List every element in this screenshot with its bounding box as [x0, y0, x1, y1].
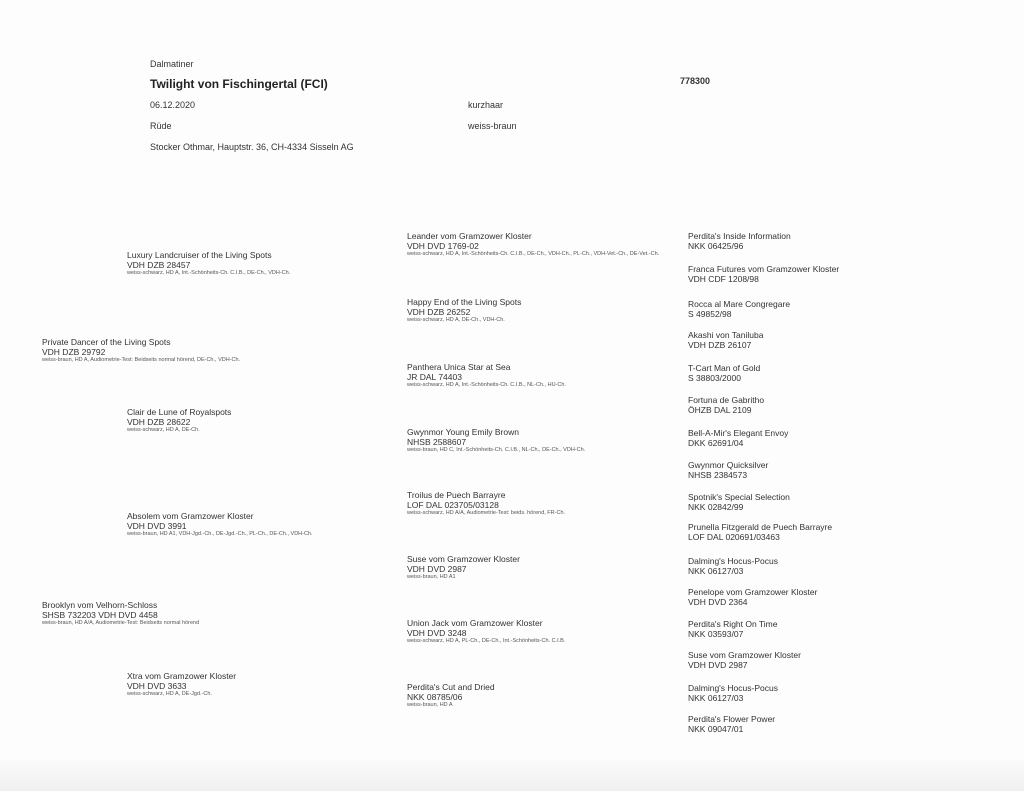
birth-date: 06.12.2020 [150, 100, 196, 110]
dog-description: weiss-schwarz, HD A, Int.-Schönheits-Ch. C.I.B., DE-Ch., VDH-Ch., PL-Ch., VDH-Vet.-Ch., DE-Vet.-Ch. [407, 251, 660, 257]
dog-registration: VDH DZB 28457 [127, 260, 191, 270]
dog-registration: JR DAL 74403 [407, 372, 462, 382]
dog-name: Panthera Unica Star at Sea [407, 362, 511, 372]
pedigree-entry-gg-grandparent [688, 619, 778, 639]
pedigree-entry-great-grandparent [407, 554, 672, 581]
pedigree-entry-gg-grandparent [688, 556, 778, 576]
dog-name: Perdita's Cut and Dried [407, 682, 495, 692]
dog-name: Suse vom Gramzower Kloster [688, 650, 801, 660]
dog-registration: LOF DAL 020691/03463 [688, 532, 780, 542]
dog-name: Dalming's Hocus-Pocus [688, 556, 778, 566]
dog-name: Union Jack vom Gramzower Kloster [407, 618, 543, 628]
dog-description: weiss-schwarz, HD A, Int.-Schönheits-Ch. C.I.B., DE-Ch., VDH-Ch. [127, 270, 291, 276]
dog-name: Penelope vom Gramzower Kloster [688, 587, 818, 597]
dog-name: Xtra vom Gramzower Kloster [127, 671, 237, 681]
dog-registration: VDH DVD 2364 [688, 597, 748, 607]
dog-registration: VDH DZB 26107 [688, 340, 752, 350]
dog-registration: VDH DVD 2987 [407, 564, 467, 574]
dog-registration: NKK 02842/99 [688, 502, 744, 512]
coat-type: kurzhaar [468, 100, 504, 110]
dog-name: Fortuna de Gabritho [688, 395, 765, 405]
pedigree-entry-grandparent [127, 511, 313, 538]
dog-name: Clair de Lune of Royalspots [127, 407, 232, 417]
pedigree-entry-gg-grandparent [688, 363, 760, 383]
dog-description: weiss-schwarz, HD A, DE-Ch., VDH-Ch. [407, 317, 505, 323]
dog-registration: LOF DAL 023705/03128 [407, 500, 499, 510]
dog-registration: VDH DZB 28622 [127, 417, 191, 427]
dog-name: Private Dancer of the Living Spots [42, 337, 171, 347]
dog-name: T-Cart Man of Gold [688, 363, 761, 373]
dog-name: Rocca al Mare Congregare [688, 299, 791, 309]
pedigree-entry-gg-grandparent [688, 299, 790, 319]
dog-registration: NKK 09047/01 [688, 724, 744, 734]
dog-description: weiss-braun, HD C, Int.-Schönheits-Ch. C.I.B., NL-Ch., DE-Ch., VDH-Ch. [407, 447, 586, 453]
dog-name: Suse vom Gramzower Kloster [407, 554, 520, 564]
dog-description: weiss-braun, HD A1 [407, 574, 456, 580]
dog-registration: VDH DVD 2987 [688, 660, 748, 670]
dog-name: Gwynmor Young Emily Brown [407, 427, 519, 437]
pedigree-entry-grandparent [127, 250, 290, 277]
dog-name: Brooklyn vom Velhorn-Schloss [42, 600, 158, 610]
registration-number: 778300 [680, 76, 711, 86]
dog-description: weiss-schwarz, HD A, Int.-Schönheits-Ch. C.I.B., NL-Ch., HU-Ch. [407, 382, 566, 388]
dog-registration: VDH DVD 1769-02 [407, 241, 479, 251]
pedigree-entry-great-grandparent [407, 362, 672, 389]
pedigree-entry-great-grandparent [407, 427, 672, 454]
pedigree-entry-gg-grandparent [688, 587, 817, 607]
dog-description: weiss-braun, HD A [407, 702, 453, 708]
pedigree-entry-mother [42, 600, 199, 627]
pedigree-entry-gg-grandparent [688, 395, 764, 415]
dog-registration: VDH DVD 3248 [407, 628, 467, 638]
pedigree-entry-gg-grandparent [688, 492, 790, 512]
pedigree-entry-great-grandparent [407, 618, 672, 645]
dog-name: Spotnik's Special Selection [688, 492, 790, 502]
color: weiss-braun [468, 121, 517, 131]
dog-registration: ÖHZB DAL 2109 [688, 405, 752, 415]
pedigree-entry-gg-grandparent [688, 231, 791, 251]
breed-label: Dalmatiner [150, 59, 194, 69]
dog-name: Leander vom Gramzower Kloster [407, 231, 532, 241]
dog-description: weiss-schwarz, HD A, DE-Ch. [127, 427, 200, 433]
dog-registration: NHSB 2384573 [688, 470, 748, 480]
dog-registration: S 38803/2000 [688, 373, 741, 383]
dog-name: Akashi von Taniluba [688, 330, 764, 340]
dog-description: weiss-braun, HD A1, VDH-Jgd.-Ch., DE-Jgd.-Ch., PL-Ch., DE-Ch., VDH-Ch. [127, 531, 313, 537]
dog-registration: VDH DZB 26252 [407, 307, 471, 317]
dog-name: Dalming's Hocus-Pocus [688, 683, 778, 693]
dog-name: Bell-A-Mir's Elegant Envoy [688, 428, 789, 438]
dog-registration: NKK 06127/03 [688, 566, 744, 576]
pedigree-entry-gg-grandparent [688, 460, 768, 480]
dog-name-title: Twilight von Fischingertal (FCI) [150, 77, 328, 91]
pedigree-entry-great-grandparent [407, 231, 672, 258]
dog-registration: NHSB 2588607 [407, 437, 467, 447]
dog-registration: NKK 08785/06 [407, 692, 463, 702]
pedigree-entry-gg-grandparent [688, 522, 832, 542]
dog-name: Perdita's Right On Time [688, 619, 778, 629]
dog-name: Perdita's Flower Power [688, 714, 776, 724]
dog-registration: S 49852/98 [688, 309, 732, 319]
dog-registration: VDH CDF 1208/98 [688, 274, 759, 284]
dog-name: Troilus de Puech Barrayre [407, 490, 506, 500]
pedigree-entry-gg-grandparent [688, 714, 775, 734]
dog-name: Franca Futures vom Gramzower Kloster [688, 264, 840, 274]
dog-registration: VDH DVD 3991 [127, 521, 187, 531]
dog-registration: SHSB 732203 VDH DVD 4458 [42, 610, 158, 620]
dog-name: Gwynmor Quicksilver [688, 460, 769, 470]
pedigree-entry-great-grandparent [407, 682, 672, 709]
pedigree-entry-gg-grandparent [688, 650, 801, 670]
sex: Rüde [150, 121, 172, 131]
dog-name: Luxury Landcruiser of the Living Spots [127, 250, 272, 260]
pedigree-entry-gg-grandparent [688, 264, 839, 284]
dog-registration: NKK 06425/96 [688, 241, 744, 251]
pedigree-entry-grandparent [127, 407, 231, 434]
pedigree-entry-gg-grandparent [688, 683, 778, 703]
pedigree-entry-gg-grandparent [688, 428, 788, 448]
dog-registration: VDH DZB 29792 [42, 347, 106, 357]
dog-description: weiss-schwarz, HD A, PL-Ch., DE-Ch., Int.-Schönheits-Ch. C.I.B. [407, 638, 566, 644]
dog-name: Perdita's Inside Information [688, 231, 791, 241]
owner: Stocker Othmar, Hauptstr. 36, CH-4334 Sisseln AG [150, 142, 354, 152]
dog-registration: NKK 06127/03 [688, 693, 744, 703]
pedigree-entry-father [42, 337, 240, 364]
pedigree-entry-great-grandparent [407, 490, 672, 517]
dog-name: Absolem vom Gramzower Kloster [127, 511, 254, 521]
dog-registration: NKK 03593/07 [688, 629, 744, 639]
pedigree-entry-great-grandparent [407, 297, 672, 324]
dog-description: weiss-braun, HD A, Audiometrie-Test: Beidseits normal hörend, DE-Ch., VDH-Ch. [42, 357, 241, 363]
dog-description: weiss-braun, HD A/A, Audiometrie-Test: Beidseits normal hörend [42, 620, 200, 626]
pedigree-entry-gg-grandparent [688, 330, 763, 350]
page-bottom-edge [0, 760, 1024, 791]
dog-description: weiss-schwarz, HD A/A, Audiometrie-Test: beids. hörend, FR-Ch. [407, 510, 566, 516]
pedigree-entry-grandparent [127, 671, 236, 698]
dog-registration: DKK 62691/04 [688, 438, 744, 448]
dog-name: Prunella Fitzgerald de Puech Barrayre [688, 522, 833, 532]
dog-registration: VDH DVD 3633 [127, 681, 187, 691]
dog-name: Happy End of the Living Spots [407, 297, 522, 307]
dog-description: weiss-schwarz, HD A, DE-Jgd.-Ch. [127, 691, 212, 697]
